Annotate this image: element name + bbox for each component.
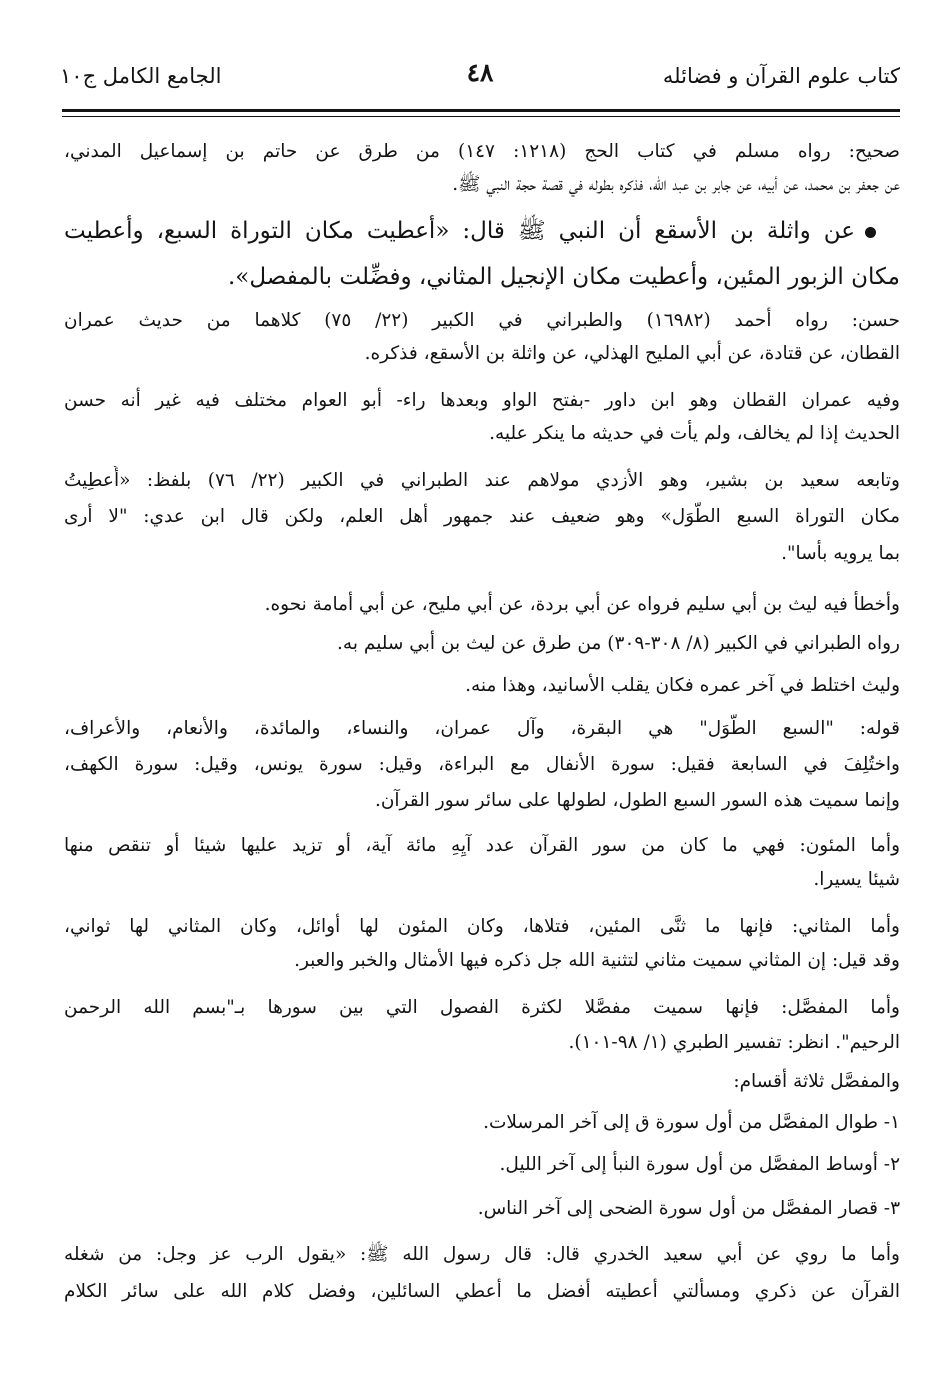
- header-rule-thin: [62, 116, 900, 117]
- book-title: كتاب علوم القرآن و فضائله: [662, 64, 900, 88]
- text-line: مكان التوراة السبع الطُّوَل» وهو ضعيف عند جمهور أهل العلم، ولكن قال ابن عدي: "لا أرى: [64, 506, 900, 527]
- hadith-line: عن واثلة بن الأسقع أن النبي ﷺ قال: «أعطيت مكان التوراة السبع، وأعطيت: [64, 211, 876, 251]
- text-line: وفيه عمران القطان وهو ابن داور -بفتح الواو وبعدها راء- أبو العوام مختلف فيه غير أنه حسن: [64, 390, 900, 411]
- list-item: ٢- أوساط المفصَّل من أول سورة النبأ إلى آخر الليل.: [499, 1154, 900, 1175]
- text-line: بما يرويه بأسا".: [781, 543, 900, 564]
- text-line: وقد قيل: إن المثاني سميت مثاني لتثنية الله جل ذكره فيها الأمثال والخبر والعبر.: [294, 950, 900, 971]
- text-line: وأما ما روي عن أبي سعيد الخدري قال: قال رسول الله ﷺ: «يقول الرب عز وجل: من شغله: [64, 1244, 900, 1265]
- text-line: صحيح: رواه مسلم في كتاب الحج (١٢١٨: ١٤٧) من طرق عن حاتم بن إسماعيل المدني،: [64, 141, 900, 162]
- text-line: القرآن عن ذكري ومسألتي أعطيته أفضل ما أعطي السائلين، وفضل كلام الله على سائر الكلام: [64, 1281, 900, 1302]
- text-line: شيئا يسيرا.: [813, 869, 900, 890]
- page-number: ٤٨: [466, 58, 494, 87]
- text-line: وأما المفصَّل: فإنها سميت مفصَّلا لكثرة الفصول التي بين سورها بـ"بسم الله الرحمن: [64, 997, 900, 1018]
- text-line: وتابعه سعيد بن بشير، وهو الأزدي مولاهم عند الطبراني في الكبير (٢٢/ ٧٦) بلفظ: «أُعطِيتُ: [64, 470, 900, 491]
- text-line: الحديث إذا لم يخالف، ولم يأت في حديثه ما ينكر عليه.: [489, 423, 900, 444]
- text-line: عن جعفر بن محمد، عن أبيه، عن جابر بن عبد الله، فذكره بطوله في قصة حجة النبي ﷺ.: [452, 174, 900, 195]
- text-line: قوله: "السبع الطُّوَل" هي البقرة، وآل عمران، والنساء، والمائدة، والأنعام، والأعراف،: [64, 718, 900, 739]
- text-line: وأما المثاني: فإنها ما ثنَّى المئين، فتلاها، وكان المئون لها أوائل، وكان المثاني لها ثواني،: [64, 916, 900, 937]
- text-line: والمفصَّل ثلاثة أقسام:: [733, 1071, 900, 1092]
- header-rule-thick: [62, 109, 900, 112]
- text-line: الرحيم". انظر: تفسير الطبري (١/ ٩٨-١٠١).: [568, 1032, 900, 1053]
- text-line: وأما المئون: فهي ما كان من سور القرآن عدد آيِهِ مائة آية، أو تزيد عليها شيئا أو تنقص منها: [64, 835, 900, 856]
- text-line: وليث اختلط في آخر عمره فكان يقلب الأسانيد، وهذا منه.: [465, 675, 900, 696]
- text-line: وأخطأ فيه ليث بن أبي سليم فرواه عن أبي بردة، عن أبي مليح، عن أبي أمامة نحوه.: [264, 594, 900, 615]
- text-line: رواه الطبراني في الكبير (٨/ ٣٠٨-٣٠٩) من طرق عن ليث بن أبي سليم به.: [337, 633, 900, 654]
- hadith-line: مكان الزبور المئين، وأعطيت مكان الإنجيل المثاني، وفضِّلت بالمفصل».: [227, 264, 900, 290]
- text-line: القطان، عن قتادة، عن أبي المليح الهذلي، عن واثلة بن الأسقع، فذكره.: [364, 343, 900, 364]
- volume-label: الجامع الكامل ج١٠: [60, 64, 222, 88]
- text-line: وإنما سميت هذه السور السبع الطول، لطولها على سائر سور القرآن.: [374, 790, 900, 811]
- list-item: ٣- قصار المفصَّل من أول سورة الضحى إلى آخر الناس.: [477, 1198, 900, 1219]
- bullet-icon: [865, 227, 876, 238]
- page-header: [60, 58, 900, 104]
- text-line: حسن: رواه أحمد (١٦٩٨٢) والطبراني في الكبير (٢٢/ ٧٥) كلاهما من حديث عمران: [64, 310, 900, 331]
- list-item: ١- طوال المفصَّل من أول سورة ق إلى آخر المرسلات.: [483, 1112, 900, 1133]
- text-line: واختُلِفَ في السابعة فقيل: سورة الأنفال مع البراءة، وقيل: سورة يونس، وقيل: سورة الكهف،: [64, 754, 900, 775]
